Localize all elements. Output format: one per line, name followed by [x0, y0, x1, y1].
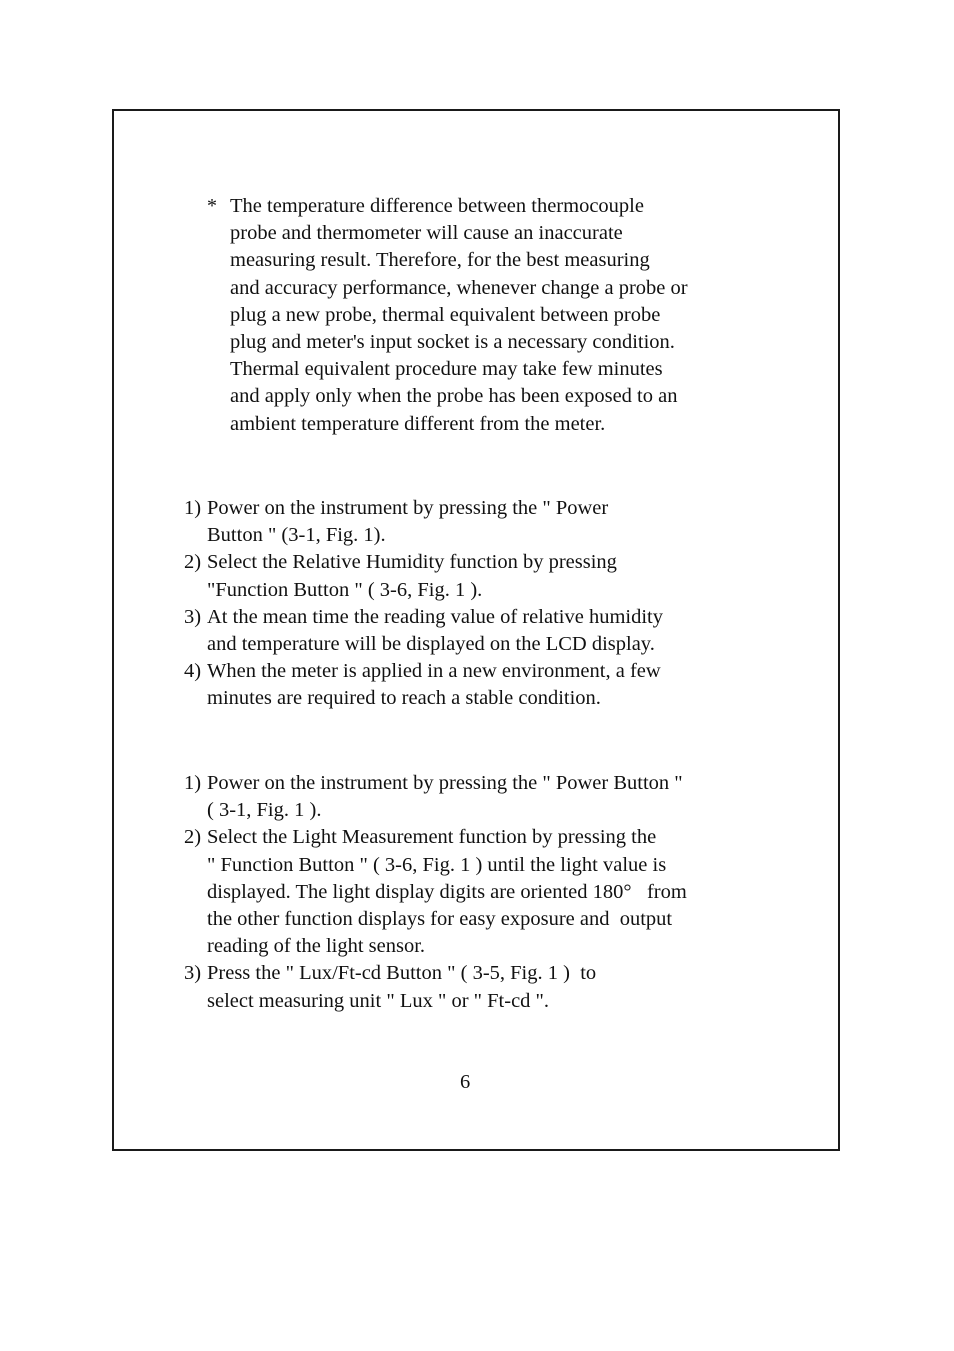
note-line: and apply only when the probe has been exposed to an: [230, 385, 678, 408]
step-number: 2): [184, 826, 202, 849]
step-number: 2): [184, 551, 202, 574]
step-text-line: Button " (3-1, Fig. 1).: [207, 524, 386, 547]
step-text-line: Power on the instrument by pressing the " Power: [207, 497, 609, 519]
step-number: 4): [184, 660, 202, 683]
step-text-line: Select the Relative Humidity function by pressing: [207, 551, 617, 574]
step-text-line: Select the Light Measurement function by pressing the: [207, 826, 657, 849]
note-line: measuring result. Therefore, for the best measuring: [230, 249, 650, 272]
note-line: plug a new probe, thermal equivalent between probe: [230, 303, 661, 326]
step-text-line: "Function Button " ( 3-6, Fig. 1 ).: [207, 578, 483, 601]
step-number: 1): [184, 772, 202, 794]
step-text-line: " Function Button " ( 3-6, Fig. 1 ) until the light value is: [207, 853, 667, 876]
step-text-line: and temperature will be displayed on the LCD display.: [207, 633, 655, 655]
note-asterisk: *: [207, 195, 217, 217]
step-text-line: Press the " Lux/Ft-cd Button " ( 3-5, Fig. 1 ) to: [207, 962, 597, 985]
step-number: 1): [184, 497, 202, 519]
step-text-line: select measuring unit " Lux " or " Ft-cd ".: [207, 989, 550, 1012]
step-text-line: ( 3-1, Fig. 1 ).: [207, 799, 322, 822]
step-number: 3): [184, 605, 202, 628]
step-text-line: displayed. The light display digits are oriented 180° from: [207, 880, 687, 903]
step-text-line: Power on the instrument by pressing the " Power Button ": [207, 772, 683, 794]
step-text-line: At the mean time the reading value of relative humidity: [207, 605, 663, 628]
note-line: Thermal equivalent procedure may take few minutes: [230, 358, 663, 381]
note-line: ambient temperature different from the meter.: [230, 412, 606, 435]
note-line: and accuracy performance, whenever change a probe or: [230, 276, 688, 299]
step-text-line: the other function displays for easy exposure and output: [207, 908, 673, 930]
step-text-line: minutes are required to reach a stable condition.: [207, 687, 601, 710]
step-text-line: reading of the light sensor.: [207, 935, 426, 958]
note-line: plug and meter's input socket is a necessary condition.: [230, 331, 675, 353]
step-number: 3): [184, 962, 202, 985]
note-line: probe and thermometer will cause an inaccurate: [230, 222, 623, 245]
page-number: 6: [460, 1071, 471, 1093]
step-text-line: When the meter is applied in a new environment, a few: [207, 660, 661, 683]
note-line: The temperature difference between thermocouple: [230, 195, 644, 217]
